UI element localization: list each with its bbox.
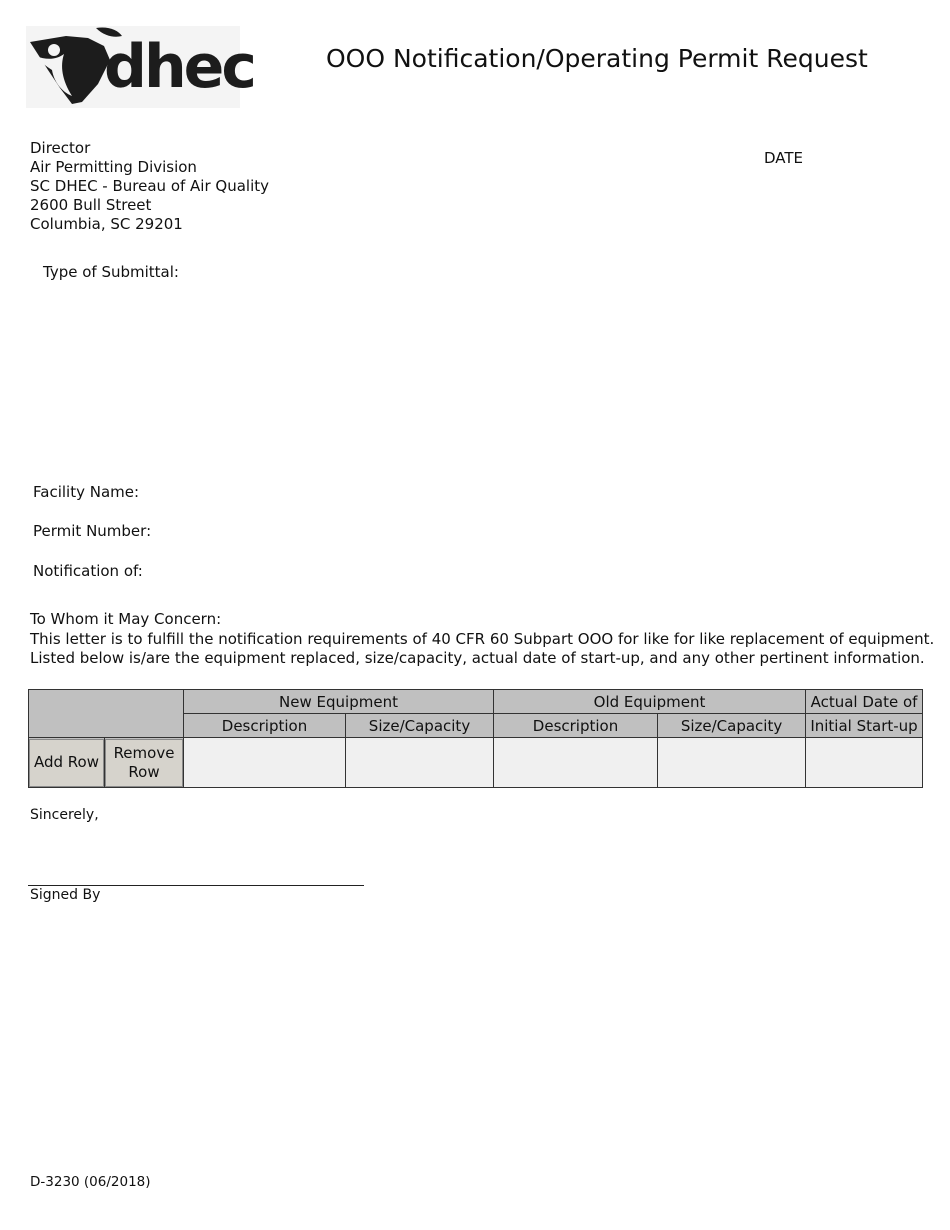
add-row-button[interactable]: Add Row bbox=[29, 739, 104, 787]
signed-by-label: Signed By bbox=[30, 887, 101, 903]
permit-number-label: Permit Number: bbox=[33, 522, 152, 540]
address-line: 2600 Bull Street bbox=[30, 196, 152, 214]
equipment-table bbox=[28, 689, 923, 788]
remove-row-label bbox=[114, 744, 175, 782]
old-description-header: Description bbox=[494, 714, 658, 738]
notification-of-label: Notification of: bbox=[33, 562, 143, 580]
letter-line: This letter is to fulfill the notification requirements of 40 CFR 60 Subpart OOO for like for like replacement of equipment. bbox=[30, 629, 935, 648]
facility-name-label: Facility Name: bbox=[33, 483, 140, 501]
old-description-field[interactable] bbox=[494, 738, 658, 788]
form-number: D-3230 (06/2018) bbox=[30, 1174, 151, 1190]
dhec-logo bbox=[26, 26, 254, 108]
address-line: Director bbox=[30, 139, 91, 157]
submittal-type-label: Type of Submittal: bbox=[43, 263, 179, 281]
table-corner-header bbox=[29, 690, 184, 738]
new-size-capacity-field[interactable] bbox=[346, 738, 494, 788]
actual-date-header-top: Actual Date of bbox=[806, 690, 923, 714]
date-label: DATE bbox=[764, 149, 804, 167]
new-equipment-header: New Equipment bbox=[184, 690, 494, 714]
remove-row-cell bbox=[105, 738, 184, 788]
address-line: Air Permitting Division bbox=[30, 158, 197, 176]
logo-wordmark: dhec bbox=[104, 32, 254, 102]
address-line: Columbia, SC 29201 bbox=[30, 215, 183, 233]
closing-sincerely: Sincerely, bbox=[30, 807, 99, 823]
old-size-capacity-header: Size/Capacity bbox=[658, 714, 806, 738]
actual-start-date-field[interactable] bbox=[806, 738, 923, 788]
recipient-address bbox=[30, 139, 269, 234]
letter-line: Listed below is/are the equipment replaced, size/capacity, actual date of start-up, and any other pertinent information. bbox=[30, 649, 925, 667]
remove-row-label-line2: Row bbox=[128, 762, 160, 781]
new-description-field[interactable] bbox=[184, 738, 346, 788]
table-row bbox=[29, 738, 923, 788]
new-size-capacity-header: Size/Capacity bbox=[346, 714, 494, 738]
letter-body bbox=[30, 610, 934, 669]
remove-row-button[interactable] bbox=[105, 739, 183, 787]
page-title: OOO Notification/Operating Permit Request bbox=[326, 44, 868, 73]
old-size-capacity-field[interactable] bbox=[658, 738, 806, 788]
add-row-cell bbox=[29, 738, 105, 788]
new-description-header: Description bbox=[184, 714, 346, 738]
letter-greeting: To Whom it May Concern: bbox=[30, 610, 222, 628]
remove-row-label-line1: Remove bbox=[113, 743, 175, 762]
signature-line[interactable] bbox=[28, 885, 364, 886]
old-equipment-header: Old Equipment bbox=[494, 690, 806, 714]
address-line: SC DHEC - Bureau of Air Quality bbox=[30, 177, 270, 195]
actual-date-header-bottom: Initial Start-up bbox=[806, 714, 923, 738]
